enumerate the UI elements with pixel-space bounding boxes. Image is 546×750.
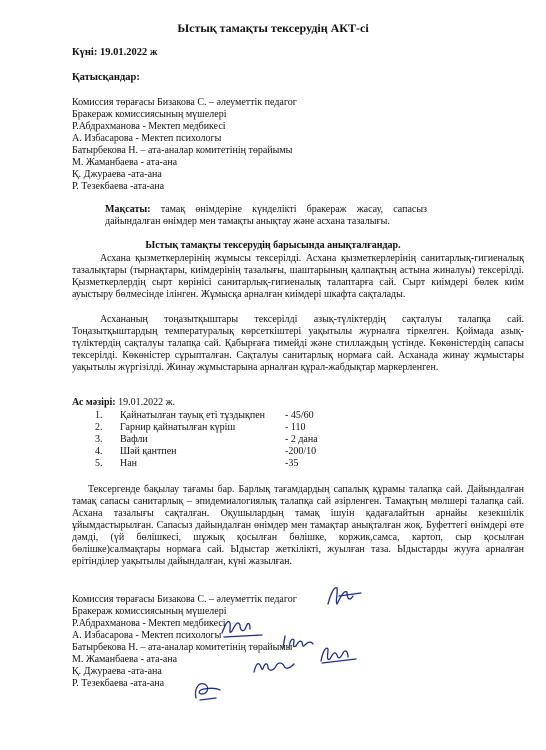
participant-line: А. Избасарова - Мектеп психологы	[72, 133, 222, 144]
purpose-text: тамақ өнімдеріне күнделікті бракераж жасау, сапасыз дайындалған өнімдер мен тамақты анықтау және асхана тазалығы.	[105, 204, 427, 227]
menu-item-name: Гарнир қайнатылған күріш	[120, 422, 236, 433]
menu-header	[72, 397, 175, 409]
menu-item-quantity: - 2 дана	[285, 434, 318, 445]
participant-line: Қ. Джураева -ата-ана	[72, 169, 162, 180]
menu-item-quantity: - 110	[285, 422, 306, 433]
signature-parent-tezekbayeva	[190, 678, 226, 704]
purpose-label: Мақсаты:	[105, 204, 151, 215]
menu-item-number: 2.	[95, 422, 103, 433]
menu-list	[0, 410, 546, 472]
purpose-paragraph	[105, 204, 427, 228]
signature-parent-zhamanbayeva	[250, 656, 300, 678]
menu-item-name: Вафли	[120, 434, 148, 445]
participants-label: Қатысқандар:	[72, 72, 140, 83]
menu-date: 19.01.2022 ж.	[118, 397, 176, 408]
participant-line: Р. Тезекбаева -ата-ана	[72, 181, 165, 192]
menu-item-quantity: -200/10	[285, 446, 317, 457]
participant-line: Р.Абдрахманова - Мектеп медбикесі	[72, 121, 226, 132]
signatory-line: Р.Абдрахманова - Мектеп медбикесі	[72, 618, 226, 629]
participant-line: Бракераж комиссиясының мүшелері	[72, 109, 227, 120]
participants-list	[72, 97, 297, 193]
signatory-line: Бракераж комиссиясының мүшелері	[72, 606, 227, 617]
date-value: 19.01.2022 ж	[99, 47, 158, 58]
menu-label: Ас мәзірі:	[72, 397, 116, 408]
signatory-line: Қ. Джураева -ата-ана	[72, 666, 162, 677]
menu-item-name: Нан	[120, 458, 138, 469]
participant-line: Батырбекова Н. – ата-аналар комитетінің төрайымы	[72, 145, 293, 156]
findings-paragraph-staff: Асхана қызметкерлерінің жұмысы тексерілді. Асхана қызметкерлерінің санитарлық-гигиеналық тазалықтары (тырнақтары, киімдерінің тазалығы, шаштарының қалпақтың астына жиналуы) тексерілді. Қызметкерлердің сырт көрінісі санитарлық-гигиеналық талаптарға сай. Сырт киімдері бөлек киім ауыстыру бөлмесінде ілінген. Жұмысқа арналған киімдері шкафта сақталады.	[72, 253, 524, 300]
menu-item-number: 1.	[95, 410, 103, 421]
signature-committee	[318, 643, 360, 667]
menu-item-quantity: - 45/60	[285, 410, 314, 421]
participant-line: Комиссия төрағасы Бизакова С. – әлеуметтік педагог	[72, 97, 297, 108]
menu-item-quantity: -35	[285, 458, 299, 469]
signatory-line: Батырбекова Н. – ата-аналар комитетінің төрайымы	[72, 642, 293, 653]
signature-nurse	[218, 615, 268, 641]
menu-item-number: 3.	[95, 434, 103, 445]
date-label: Күні:	[72, 47, 98, 58]
conclusion-paragraph: Тексергенде бақылау тағамы бар. Барлық тағамдардың сапалық құрамы талапқа сай. Дайындалған тамақ сапасы санитарлық – эпидемиалогиялық талапқа сай әзірленген. Тамақтың мөлшері талапқа сай. Асхана тазалығы сақталған. Оқушылардың тамақ ішуін қадағалайтын арнайы кезекшілік ұйымдастырылған. Сапасыз дайындалған өнімдер мен тамақтар анықталған жоқ. Буфеттегі өнімдері өте дәмді, (үй бөлішкесі, шұжық қосылған бөлішке, коржик,самса, картоп, сыр қосылған бөлішке)салмақтары нормаға сай. Ыдыстар жеткілікті, жуылған таза. Ыдыстарды жууға арналған ерітінділер уақытылы дайындалған, күні жазылған.	[72, 484, 524, 567]
signature-chair	[325, 582, 365, 610]
signatory-line: Р. Тезекбаева -ата-ана	[72, 678, 165, 689]
document-title: Ыстық тамақты тексерудің АКТ-сі	[177, 21, 369, 35]
date-line	[72, 47, 157, 59]
signature-psychologist	[280, 632, 320, 654]
findings-paragraph-storage: Асхананың тоңазытқыштары тексерілді азық-түліктердің сақталуы талапқа сай. Тоңазытқыштардың температуралық көрсеткіштері уақытылы журналға тіркелген. Қоймада азық-түліктердің сақталуы талапқа сай. Қабырғаға тимейді және стиллаждың үстінде. Көкөністердің сапасы тексерілді. Көкөністер сұрыпталған. Сақталуы санитарлық нормаға сай. Асханада жинау жұмыстары уақытылы жүргізілді. Жинау жұмыстарына арналған құрал-жабдықтар маркерленген.	[72, 314, 524, 373]
menu-item-name: Қайнатылған тауық еті тұздықпен	[120, 410, 265, 421]
participant-line: М. Жаманбаева - ата-ана	[72, 157, 178, 168]
signatory-line: А. Избасарова - Мектеп психологы	[72, 630, 222, 641]
signatory-line: Комиссия төрағасы Бизакова С. – әлеуметтік педагог	[72, 594, 297, 605]
signatory-line: М. Жаманбаева - ата-ана	[72, 654, 178, 665]
menu-item-number: 4.	[95, 446, 103, 457]
findings-heading: Ыстық тамақты тексерудің барысында анықталғандар.	[145, 240, 401, 251]
menu-item-name: Шәй қантпен	[120, 446, 177, 457]
menu-item-number: 5.	[95, 458, 103, 469]
